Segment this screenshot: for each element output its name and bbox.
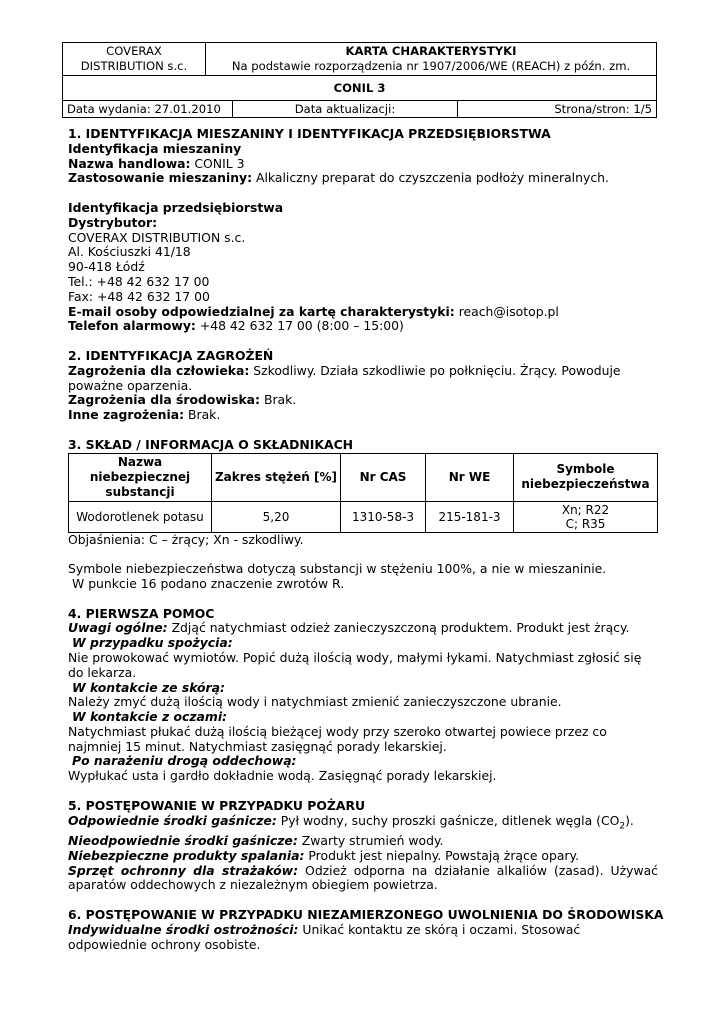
title-cell	[206, 43, 657, 76]
equipment-label: Sprzęt ochronny dla strażaków:	[68, 862, 299, 878]
section-3-title: 3. SKŁAD / INFORMACJA O SKŁADNIKACH	[68, 436, 354, 452]
other-hazard-value: Brak.	[184, 407, 221, 423]
section-2-title: 2. IDENTYFIKACJA ZAGROŻEŃ	[68, 347, 274, 363]
document-header	[62, 42, 657, 76]
cell-name: Wodorotlenek potasu	[69, 501, 212, 532]
mixture-id-heading: Identyfikacja mieszaniny	[68, 140, 242, 156]
combustion-row	[68, 849, 658, 864]
alarm-value: +48 42 632 17 00 (8:00 – 15:00)	[195, 318, 404, 334]
inhalation-value: Wypłukać usta i gardło dokładnie wodą. Zasięgnąć porady lekarskiej.	[68, 768, 497, 784]
human-hazard-label: Zagrożenia dla człowieka:	[68, 362, 250, 378]
extinguish-ok-label: Odpowiednie środki gaśnicze:	[68, 812, 277, 828]
extinguish-ok-value: Pył wodny, suchy proszki gaśnicze, ditlenek węgla (CO	[276, 812, 620, 828]
telephone: Tel.: +48 42 632 17 00	[68, 273, 210, 289]
cell-we: 215-181-3	[426, 501, 514, 532]
section-1-title: 1. IDENTYFIKACJA MIESZANINY I IDENTYFIKACJA PRZEDSIĘBIORSTWA	[68, 126, 551, 141]
general-row	[68, 621, 658, 636]
email-value[interactable]: reach@isotop.pl	[454, 303, 559, 319]
company-line-2: DISTRIBUTION s.c.	[80, 59, 188, 73]
col-header-name: Nazwa niebezpiecznej substancji	[69, 453, 212, 501]
symbol-2: C; R35	[565, 516, 606, 531]
general-value: Zdjąć natychmiast odzież zanieczyszczoną produktem. Produkt jest żrący.	[167, 620, 630, 636]
human-hazard-row	[68, 364, 658, 394]
col-header-symbols: Symbole niebezpieczeństwa	[514, 453, 658, 501]
alarm-row	[68, 319, 658, 334]
section-6-title: 6. POSTĘPOWANIE W PRZYPADKU NIEZAMIERZONEGO UWOLNIENIA DO ŚRODOWISKA	[68, 906, 664, 922]
explanation: Objaśnienia: C – żrący; Xn - szkodliwy.	[68, 531, 304, 547]
use-label: Zastosowanie mieszaniny:	[68, 170, 253, 186]
doc-subtitle: Na podstawie rozporządzenia nr 1907/2006/WE (REACH) z późn. zm.	[231, 59, 631, 73]
composition-table	[68, 453, 658, 533]
col-header-cas: Nr CAS	[341, 453, 426, 501]
env-hazard-value: Brak.	[260, 392, 297, 408]
extinguish-ok-end: ).	[625, 812, 634, 828]
address-line-3: 90-418 Łódź	[68, 259, 145, 275]
extinguish-bad-value: Zwarty strumień wody.	[297, 832, 444, 848]
company-id-heading: Identyfikacja przedsiębiorstwa	[68, 199, 284, 215]
fax: Fax: +48 42 632 17 00	[68, 288, 210, 304]
section-5-title: 5. POSTĘPOWANIE W PRZYPADKU POŻARU	[68, 797, 366, 813]
distributor-label: Dystrybutor:	[68, 214, 158, 230]
equipment-value: Odzież odporna na działanie alkaliów (zasad). Używać aparatów oddechowych z niezależnym obiegiem powietrza.	[68, 862, 658, 893]
trade-name-value: CONIL 3	[190, 155, 245, 171]
trade-name-row	[68, 157, 658, 172]
human-hazard-value: Szkodliwy. Działa szkodliwie po połknięciu. Żrący. Powoduje poważne oparzenia.	[68, 362, 621, 393]
address-line-1: COVERAX DISTRIBUTION s.c.	[68, 229, 246, 245]
other-hazard-label: Inne zagrożenia:	[68, 407, 185, 423]
company-line-1: COVERAX	[106, 44, 162, 58]
section-4-title: 4. PIERWSZA POMOC	[68, 605, 215, 621]
ingestion-value: Nie prowokować wymiotów. Popić dużą ilością wody, małymi łykami. Natychmiast zgłosić się do lekarza.	[68, 649, 642, 680]
combustion-value: Produkt jest niepalny. Powstają żrące opary.	[304, 847, 580, 863]
email-row	[68, 305, 658, 320]
document-body	[68, 126, 664, 952]
note-1: Symbole niebezpieczeństwa dotyczą substancji w stężeniu 100%, a nie w mieszaninie.	[68, 561, 607, 577]
combustion-label: Niebezpieczne produkty spalania:	[68, 847, 305, 863]
alarm-label: Telefon alarmowy:	[68, 318, 196, 334]
update-date: Data aktualizacji:	[233, 101, 458, 118]
product-name: CONIL 3	[63, 76, 657, 101]
individual-value: Unikać kontaktu ze skórą i oczami. Stosować odpowiednie ochrony osobiste.	[68, 921, 581, 952]
col-header-we: Nr WE	[426, 453, 514, 501]
general-label: Uwagi ogólne:	[68, 620, 168, 636]
env-hazard-row	[68, 393, 658, 408]
co2-subscript: 2	[619, 821, 626, 832]
equipment-row	[68, 864, 658, 894]
cell-cas: 1310-58-3	[341, 501, 426, 532]
individual-label: Indywidualne środki ostrożności:	[68, 921, 299, 937]
email-label: E-mail osoby odpowiedzialnej za kartę charakterystyki:	[68, 303, 455, 319]
issue-date: Data wydania: 27.01.2010	[63, 101, 233, 118]
table-header-row	[69, 453, 658, 501]
use-row	[68, 171, 658, 186]
note-2: W punkcie 16 podano znaczenie zwrotów R.	[72, 575, 345, 591]
ingestion-label: W przypadku spożycia:	[72, 635, 233, 651]
cell-range: 5,20	[212, 501, 341, 532]
cell-symbols	[514, 501, 658, 532]
skin-label: W kontakcie ze skórą:	[72, 679, 225, 695]
company-cell	[63, 43, 206, 76]
env-hazard-label: Zagrożenia dla środowiska:	[68, 392, 260, 408]
use-value: Alkaliczny preparat do czyszczenia podłoży mineralnych.	[252, 170, 609, 186]
eyes-value: Natychmiast płukać dużą ilością bieżącej wody przy szeroko otwartej powiece przez co najmniej 15 minut. Natychmiast zasięgnąć porady lekarskiej.	[68, 723, 607, 754]
page-number: Strona/stron: 1/5	[458, 101, 657, 118]
skin-value: Należy zmyć dużą ilością wody i natychmiast zmienić zanieczyszczone ubranie.	[68, 694, 562, 710]
extinguish-bad-label: Nieodpowiednie środki gaśnicze:	[68, 832, 298, 848]
eyes-label: W kontakcie z oczami:	[72, 709, 228, 725]
address-line-2: Al. Kościuszki 41/18	[68, 244, 191, 260]
meta-row	[62, 100, 657, 118]
table-row	[69, 501, 658, 532]
product-row	[62, 75, 657, 101]
page	[62, 42, 664, 952]
extinguish-ok-row	[68, 814, 658, 834]
col-header-range: Zakres stężeń [%]	[212, 453, 341, 501]
doc-title: KARTA CHARAKTERYSTYKI	[345, 44, 517, 58]
inhalation-label: Po narażeniu drogą oddechową:	[72, 753, 297, 769]
other-hazard-row	[68, 408, 658, 423]
individual-row	[68, 923, 658, 953]
extinguish-bad-row	[68, 834, 658, 849]
symbol-1: Xn; R22	[561, 502, 610, 517]
trade-name-label: Nazwa handlowa:	[68, 155, 191, 171]
